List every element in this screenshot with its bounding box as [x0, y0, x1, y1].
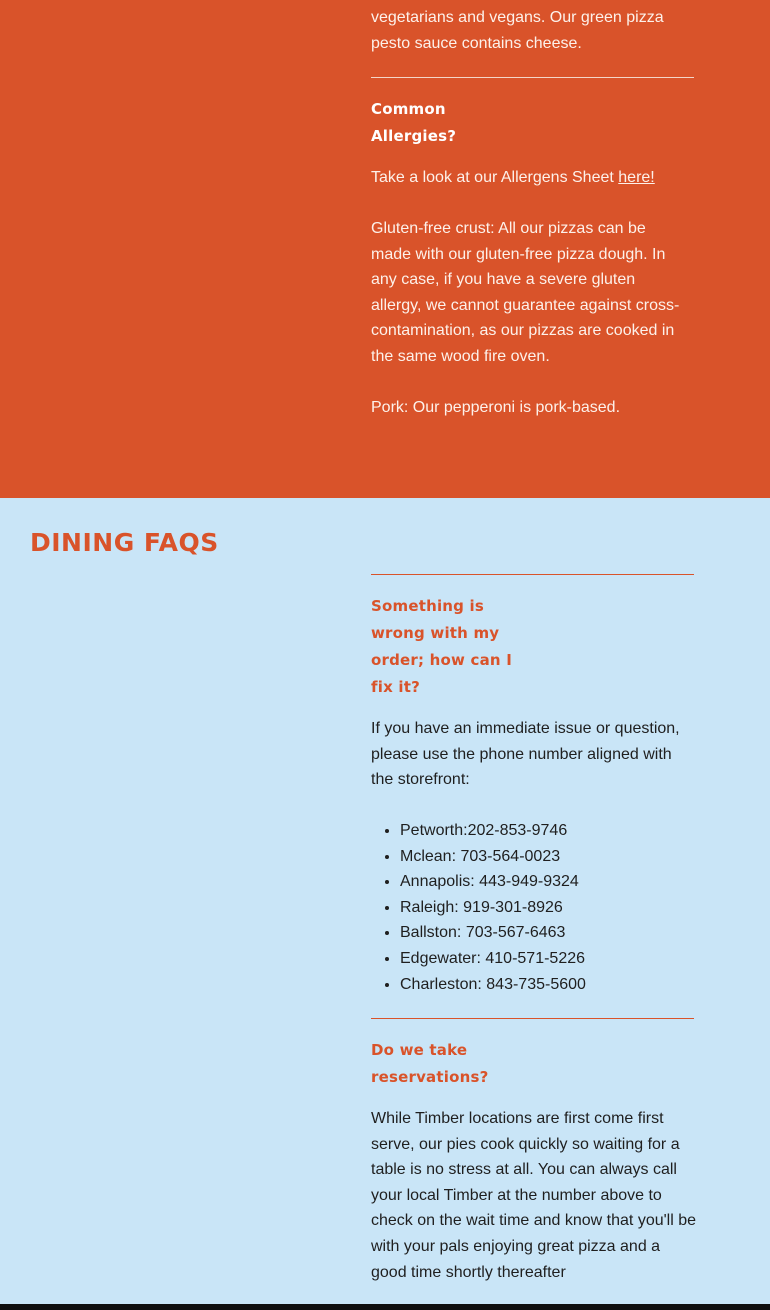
list-item: • Ballston: 703-567-6463 — [400, 920, 720, 946]
vegetarian-paragraph-end: vegetarians and vegans. Our green pizza pesto sauce contains cheese. — [371, 9, 664, 52]
allergens-prefix: Take a look at our Allergens Sheet — [371, 169, 619, 186]
faq-question-common-allergies[interactable]: Common Allergies? — [371, 100, 457, 145]
gluten-free-paragraph: Gluten-free crust: All our pizzas can be made with our gluten-free pizza dough. In any case, if you have a severe gluten allergy, we cannot guarantee against cross-contamination, as our pizzas are cooked in the same wood fire oven. — [371, 220, 680, 365]
order-issue-answer: If you have an immediate issue or question, please use the phone number aligned with the storefront: — [371, 720, 680, 789]
allergens-sheet-line — [371, 165, 701, 191]
list-item: • Edgewater: 410-571-5226 — [400, 946, 720, 972]
faq-question-order-issue[interactable]: Something is wrong with my order; how can I fix it? — [371, 597, 512, 696]
dining-faqs-section — [0, 498, 770, 1304]
dietary-faq-section — [0, 0, 770, 498]
list-item: • Annapolis: 443-949-9324 — [400, 869, 720, 895]
store-phone-list — [371, 818, 720, 997]
list-item: • Petworth:202-853-9746 — [400, 818, 720, 844]
allergens-sheet-link[interactable]: here! — [618, 169, 655, 186]
faq-divider — [371, 574, 694, 575]
faq-divider — [371, 1018, 694, 1019]
reservations-answer: While Timber locations are first come first serve, our pies cook quickly so waiting for a table is no stress at all. You can always call your local Timber at the number above to check on the wait time and know that you'll be with your pals enjoying great pizza and a good time shortly thereafter — [371, 1110, 697, 1281]
list-item: • Raleigh: 919-301-8926 — [400, 895, 720, 921]
faq-question-reservations[interactable]: Do we take reservations? — [371, 1041, 489, 1086]
section-heading: DINING FAQS — [30, 528, 219, 557]
pork-paragraph: Pork: Our pepperoni is pork-based. — [371, 399, 621, 416]
list-item: • Mclean: 703-564-0023 — [400, 844, 720, 870]
list-item: • Charleston: 843-735-5600 — [400, 972, 720, 998]
page-bottom-edge — [0, 1304, 770, 1310]
faq-divider — [371, 77, 694, 78]
